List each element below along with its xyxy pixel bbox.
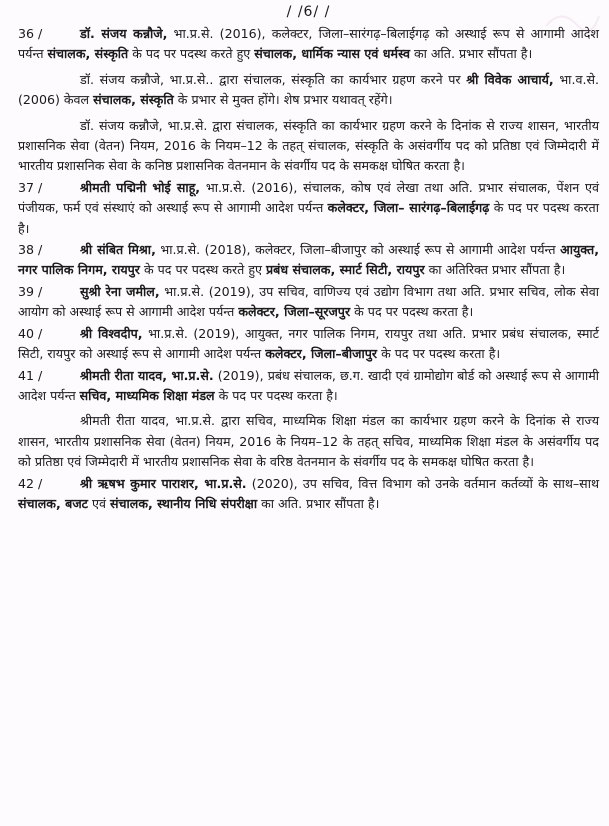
officer-name: डॉ. संजय कन्नौजे, bbox=[80, 26, 168, 41]
order-item-36-declaration: डॉ. संजय कन्नौजे, भा.प्र.से. द्वारा संचालक, संस्कृति का कार्यभार ग्रहण करने के दिनांक से राज्य शासन, भारतीय प्रशासनिक सेवा (वेतन) नियम, 2016 के नियम–12 के तहत् संचालक, संस्कृति के असंवर्गीय पद को प्रतिष्ठा एवं जिम्मेदारी में भारतीय प्रशासनिक सेवा के कनिष्ठ प्रशासनिक वेतनमान के संवर्गीय पद के समकक्ष घोषित करता है। bbox=[18, 117, 599, 174]
new-post: सचिव, माध्यमिक शिक्षा मंडल bbox=[79, 387, 215, 403]
additional-charge: संचालक, धार्मिक न्यास एवं धर्मस्व bbox=[254, 46, 410, 62]
officer-name: श्री संबित मिश्रा, bbox=[80, 242, 156, 258]
officer-name: सुश्री रेना जमील, bbox=[80, 283, 160, 299]
new-post: संचालक, संस्कृति bbox=[47, 46, 129, 62]
officer-name: श्रीमती रीता यादव, भा.प्र.से. bbox=[80, 367, 214, 383]
order-item-36-release: डॉ. संजय कन्नौजे, भा.प्र.से.. द्वारा संचालक, संस्कृति का कार्यभार ग्रहण करने पर श्री विवेक आचार्य, भा.व.से. (2006) केवल संचालक, संस्कृति के प्रभार से मुक्त होंगे। शेष प्रभार यथावत् रहेंगे। bbox=[18, 71, 599, 108]
order-item-38: 38 / श्री संबित मिश्रा, भा.प्र.से. (2018), कलेक्टर, जिला–बीजापुर को अस्थाई रूप से आगामी आदेश पर्यन्त आयुक्त, नगर पालिक निगम, रायपुर के पद पर पदस्थ करते हुए प्रबंध संचालक, स्मार्ट सिटी, रायपुर का अतिरिक्त प्रभार सौंपता है। bbox=[18, 242, 599, 278]
item-number: 38 / bbox=[18, 242, 43, 258]
officer-name: श्री ऋषभ कुमार पाराशर, भा.प्र.से. bbox=[80, 475, 247, 491]
page-number-header: / /6/ / bbox=[286, 4, 331, 20]
additional-charge: संचालक, स्थानीय निधि संपरीक्षा bbox=[110, 495, 258, 511]
item-number: 41 / bbox=[18, 367, 43, 383]
new-post: कलेक्टर, जिला– सारंगढ़–बिलाईगढ़ bbox=[327, 200, 490, 216]
order-item-39: 39 / सुश्री रेना जमील, भा.प्र.से. (2019), उप सचिव, वाणिज्य एवं उद्योग विभाग तथा अति. प्रभार सचिव, लोक सेवा आयोग को अस्थाई रूप से आगामी आदेश पर्यन्त कलेक्टर, जिला–सूरजपुर के पद पर पदस्थ करता है। bbox=[18, 283, 599, 320]
additional-charge: प्रबंध संचालक, स्मार्ट सिटी, रायपुर bbox=[265, 262, 425, 278]
order-item-36: 36 / डॉ. संजय कन्नौजे, भा.प्र.से. (2016), कलेक्टर, जिला–सारंगढ़–बिलाईगढ़ को अस्थाई रूप से आगामी आदेश पर्यन्त संचालक, संस्कृति के पद पर पदस्थ करते हुए संचालक, धार्मिक न्यास एवं धर्मस्व का अति. प्रभार सौंपता है। bbox=[18, 26, 599, 62]
order-item-41: 41 / श्रीमती रीता यादव, भा.प्र.से. (2019), प्रबंध संचालक, छ.ग. खादी एवं ग्रामोद्योग बोर्ड को अस्थाई रूप से आगामी आदेश पर्यन्त सचिव, माध्यमिक शिक्षा मंडल के पद पर पदस्थ करता है। bbox=[18, 367, 600, 403]
officer-name: श्री विवेक आचार्य, bbox=[466, 71, 554, 87]
order-item-37: 37 / श्रीमती पद्मिनी भोई साहू, भा.प्र.से. (2016), संचालक, कोष एवं लेखा तथा अति. प्रभार संचालक, पेंशन एवं पंजीयक, फर्म एवं संस्थाएं को अस्थाई रूप से आगामी आदेश पर्यन्त कलेक्टर, जिला– सारंगढ़–बिलाईगढ़ के पद पर पदस्थ करता है। bbox=[18, 179, 599, 236]
order-item-40: 40 / श्री विश्वदीप, भा.प्र.से. (2019), आयुक्त, नगर पालिक निगम, रायपुर तथा अति. प्रभार प्रबंध संचालक, स्मार्ट सिटी, रायपुर को अस्थाई रूप से आगामी आदेश पर्यन्त कलेक्टर, जिला–बीजापुर के पद पर पदस्थ करता है। bbox=[18, 325, 599, 362]
new-post: आयुक्त, नगर पालिक निगम, रायपुर bbox=[18, 242, 599, 278]
order-item-42: 42 / श्री ऋषभ कुमार पाराशर, भा.प्र.से. (2020), उप सचिव, वित्त विभाग को उनके वर्तमान कर्तव्यों के साथ–साथ संचालक, बजट एवं संचालक, स्थानीय निधि संपरीक्षा का अति. प्रभार सौंपता है। bbox=[18, 475, 599, 511]
officer-name: श्रीमती पद्मिनी भोई साहू, bbox=[80, 179, 201, 195]
released-post: संचालक, संस्कृति bbox=[93, 92, 174, 108]
order-item-41-declaration: श्रीमती रीता यादव, भा.प्र.से. द्वारा सचिव, माध्यमिक शिक्षा मंडल का कार्यभार ग्रहण करने के दिनांक से राज्य शासन, भारतीय प्रशासनिक सेवा (वेतन) नियम, 2016 के नियम–12 के तहत् सचिव, माध्यमिक शिक्षा मंडल के असंवर्गीय पद को प्रतिष्ठा एवं जिम्मेदारी में भारतीय प्रशासनिक सेवा के वरिष्ठ वेतनमान के संवर्गीय पद के समकक्ष घोषित करता है। bbox=[18, 413, 599, 470]
item-number: 40 / bbox=[18, 325, 43, 341]
faint-stamp-mark bbox=[541, 6, 601, 36]
new-post: कलेक्टर, जिला–सूरजपुर bbox=[238, 304, 351, 320]
item-number: 42 / bbox=[18, 475, 43, 491]
item-number: 39 / bbox=[18, 283, 43, 299]
officer-name: श्री विश्वदीप, bbox=[80, 325, 143, 341]
new-post: कलेक्टर, जिला–बीजापुर bbox=[265, 346, 378, 362]
item-number: 37 / bbox=[18, 179, 43, 195]
additional-charge: संचालक, बजट bbox=[18, 495, 89, 511]
item-number: 36 / bbox=[18, 26, 43, 41]
